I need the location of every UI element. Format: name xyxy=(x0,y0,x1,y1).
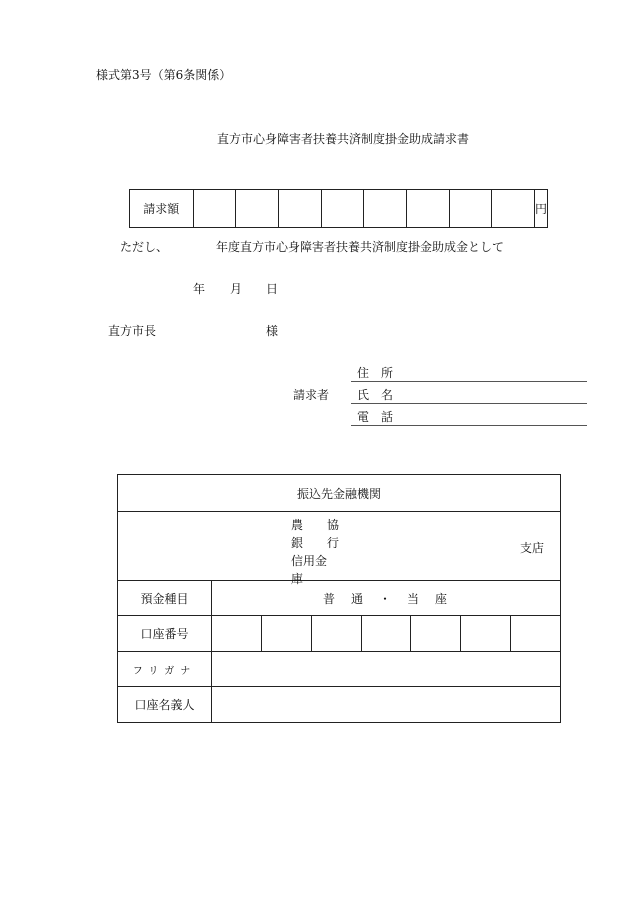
account-type-row xyxy=(118,581,560,616)
account-number-row xyxy=(118,616,560,652)
inst-type-bank xyxy=(291,534,339,552)
account-digit-cell[interactable] xyxy=(461,616,511,651)
inst-type-agri xyxy=(291,516,339,534)
account-type-cell[interactable] xyxy=(212,581,560,615)
date-month: 月 xyxy=(230,282,243,296)
account-digit-cell[interactable] xyxy=(212,616,262,651)
amount-digit-cell[interactable] xyxy=(492,190,535,227)
amount-digit-cell[interactable] xyxy=(450,190,493,227)
account-digit-cell[interactable] xyxy=(262,616,312,651)
page-title: 直方市心身障害者扶養共済制度掛金助成請求書 xyxy=(217,132,470,146)
amount-unit: 円 xyxy=(535,202,548,216)
furigana-label: フリガナ xyxy=(118,652,212,686)
claimant-phone-label: 電 話 xyxy=(357,410,394,424)
amount-digit-cell[interactable] xyxy=(407,190,450,227)
account-digit-cell[interactable] xyxy=(312,616,362,651)
date-day: 日 xyxy=(266,282,279,296)
bank-institution-row[interactable] xyxy=(118,512,560,586)
amount-box xyxy=(129,189,548,228)
inst-char: 行 xyxy=(326,536,339,550)
date-year: 年 xyxy=(193,282,206,296)
inst-type-credit: 信用金 xyxy=(291,554,328,568)
account-number-label: 口座番号 xyxy=(118,616,212,651)
bank-title-row xyxy=(118,475,560,512)
amount-digit-cell[interactable] xyxy=(279,190,322,227)
account-holder-row xyxy=(118,687,560,722)
inst-type-credit-cont: 庫 xyxy=(291,572,304,586)
form-number: 様式第3号（第6条関係） xyxy=(96,68,232,82)
account-digit-cell[interactable] xyxy=(362,616,412,651)
claimant-address-label: 住 所 xyxy=(357,366,394,380)
account-type-label: 預金種目 xyxy=(118,581,212,615)
account-holder-field[interactable] xyxy=(212,687,560,722)
claimant-name-label: 氏 名 xyxy=(357,388,394,402)
account-number-cells xyxy=(212,616,560,651)
furigana-row xyxy=(118,652,560,687)
claimant-label: 請求者 xyxy=(293,388,330,402)
amount-digit-cell[interactable] xyxy=(322,190,365,227)
inst-char: 農 xyxy=(291,518,304,532)
amount-digit-cell[interactable] xyxy=(236,190,279,227)
addressee-name: 直方市長 xyxy=(108,324,157,338)
proviso-text: 年度直方市心身障害者扶養共済制度掛金助成金として xyxy=(216,240,505,254)
furigana-field[interactable] xyxy=(212,652,560,686)
claimant-name-line[interactable] xyxy=(351,403,587,404)
institution-type-list xyxy=(291,516,339,588)
bank-table xyxy=(117,474,561,723)
proviso-prefix: ただし、 xyxy=(120,240,169,254)
inst-char: 銀 xyxy=(291,536,304,550)
branch-label: 支店 xyxy=(519,541,544,555)
inst-char: 協 xyxy=(326,518,339,532)
account-digit-cell[interactable] xyxy=(511,616,560,651)
account-type-options[interactable]: 普 通 ・ 当 座 xyxy=(322,591,449,606)
account-holder-label: 口座名義人 xyxy=(118,687,212,722)
claimant-address-line[interactable] xyxy=(351,381,587,382)
amount-label: 請求額 xyxy=(130,190,194,227)
claimant-phone-line[interactable] xyxy=(351,425,587,426)
account-digit-cell[interactable] xyxy=(411,616,461,651)
amount-digit-cell[interactable] xyxy=(364,190,407,227)
amount-digit-cell[interactable] xyxy=(194,190,237,227)
bank-title: 振込先金融機関 xyxy=(296,486,381,501)
addressee-honorific: 様 xyxy=(266,324,279,338)
